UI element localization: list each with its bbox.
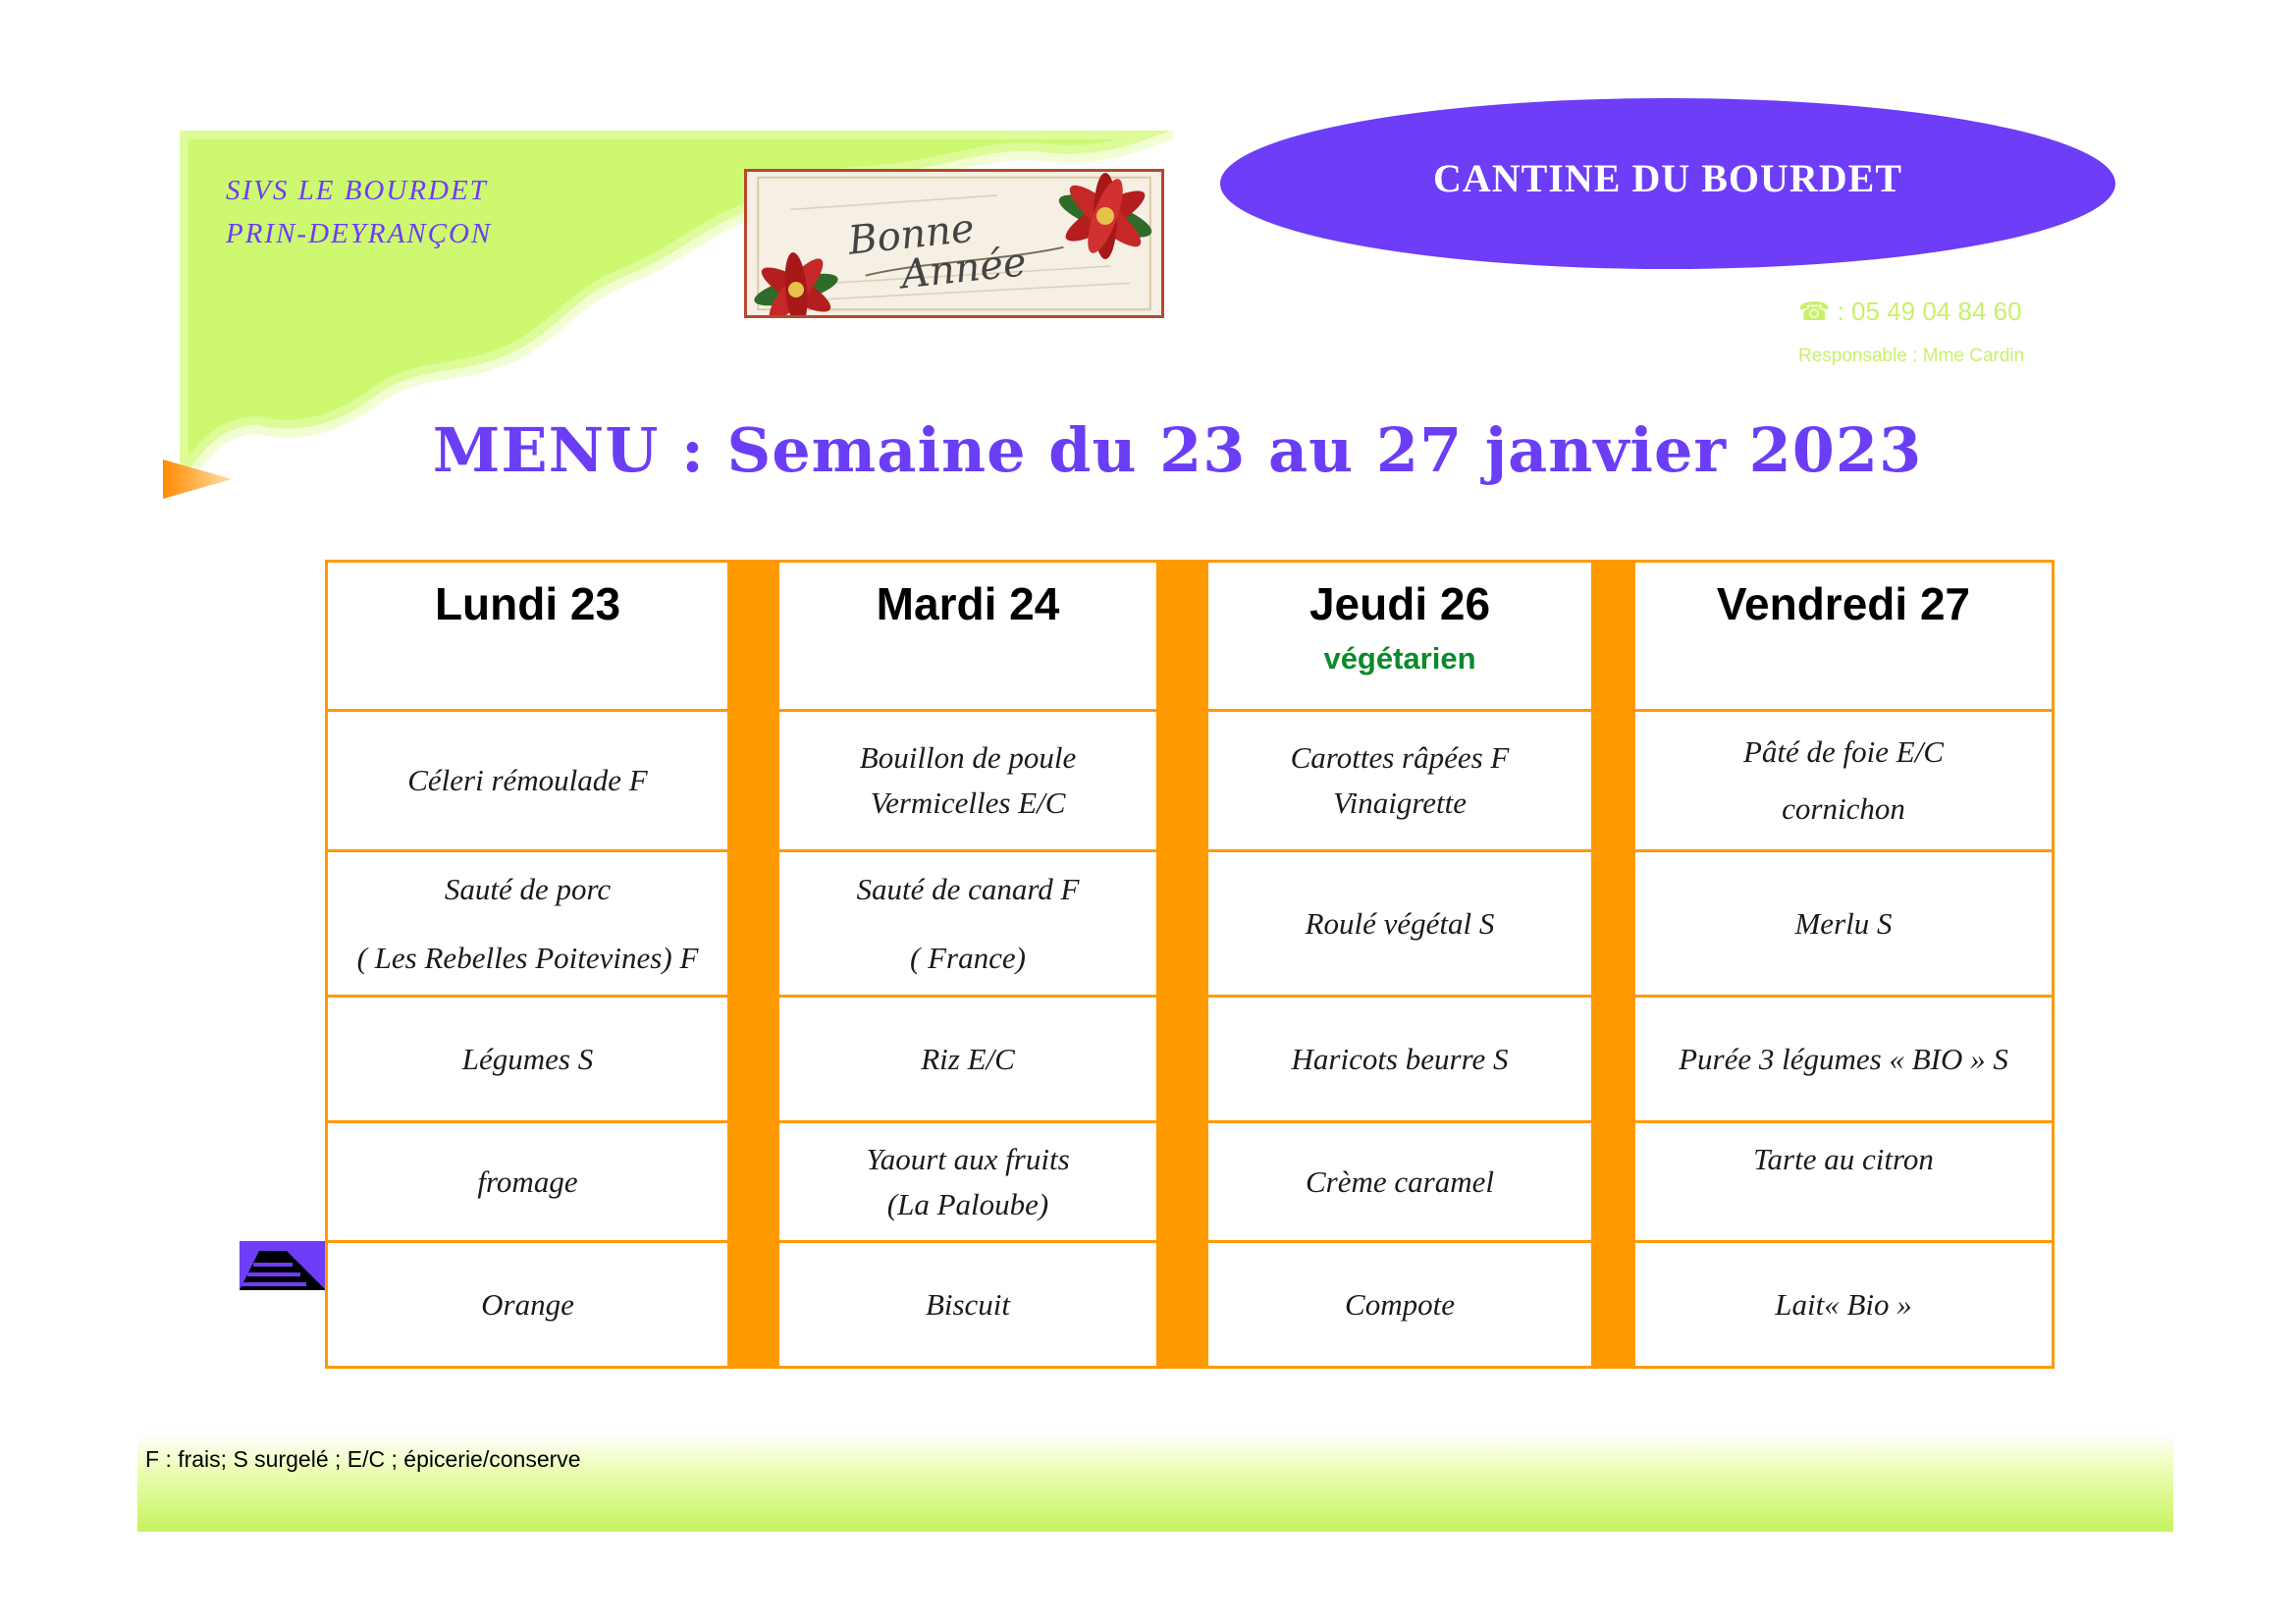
menu-cell xyxy=(327,851,729,997)
legend-text: F : frais; S surgelé ; E/C ; épicerie/conserve xyxy=(145,1446,581,1472)
organization-name xyxy=(226,169,492,255)
card-greeting-text xyxy=(836,203,1028,300)
menu-item-line: Carottes râpées F xyxy=(1290,740,1510,775)
menu-cell xyxy=(327,711,729,851)
menu-item-line: Yaourt aux fruits xyxy=(866,1141,1070,1176)
purple-stairs-icon xyxy=(240,1241,326,1290)
menu-cell xyxy=(1207,1122,1593,1242)
menu-item-line: Riz E/C xyxy=(921,1041,1015,1076)
card-greeting-line-1: Bonne xyxy=(845,205,977,264)
menu-item-line: ( France) xyxy=(910,940,1026,975)
column-separator xyxy=(1593,562,1634,1368)
menu-item-line: Vinaigrette xyxy=(1332,785,1468,820)
menu-cell xyxy=(1634,1122,2054,1242)
canteen-name: CANTINE DU BOURDET xyxy=(1432,156,1903,200)
day-name: Jeudi 26 xyxy=(1308,578,1491,629)
column-separator xyxy=(729,562,778,1368)
menu-cell xyxy=(1634,851,2054,997)
menu-cell xyxy=(778,1242,1158,1368)
menu-cell xyxy=(778,711,1158,851)
menu-cell xyxy=(1207,711,1593,851)
menu-item-line: fromage xyxy=(477,1164,578,1199)
menu-item-line: Lait« Bio » xyxy=(1775,1286,1912,1322)
menu-item-line: cornichon xyxy=(1782,791,1905,826)
menu-item-line: Légumes S xyxy=(461,1041,594,1076)
org-line-1: SIVS LE BOURDET xyxy=(226,175,488,206)
menu-item-line: Crème caramel xyxy=(1306,1164,1494,1199)
new-year-card-image xyxy=(744,169,1164,318)
phone-number: ☎ : 05 49 04 84 60 xyxy=(1798,297,2022,326)
menu-item-line: Bouillon de poule xyxy=(859,740,1077,775)
menu-item-line: Vermicelles E/C xyxy=(870,785,1066,820)
column-separator xyxy=(1158,562,1207,1368)
menu-cell xyxy=(1207,997,1593,1122)
poinsettia-flower-top-icon xyxy=(1032,169,1164,270)
day-name: Lundi 23 xyxy=(434,578,621,629)
menu-item-line: Sauté de porc xyxy=(444,871,612,906)
menu-cell xyxy=(778,997,1158,1122)
poinsettia-flower-bottom-icon xyxy=(744,241,865,318)
day-header-monday xyxy=(327,562,729,711)
day-name: Vendredi 27 xyxy=(1716,578,1971,629)
menu-cell xyxy=(327,1122,729,1242)
menu-item-line: Orange xyxy=(481,1286,574,1322)
card-greeting-line-2: Année xyxy=(898,240,1029,298)
menu-item-line: ( Les Rebelles Poitevines) F xyxy=(356,940,699,975)
menu-item-line: Compote xyxy=(1345,1286,1455,1322)
table-row-header xyxy=(327,562,2054,711)
menu-cell xyxy=(1634,711,2054,851)
menu-item-line: Purée 3 légumes « BIO » S xyxy=(1679,1041,2008,1076)
menu-item-line: (La Paloube) xyxy=(886,1186,1049,1221)
menu-item-line: Sauté de canard F xyxy=(856,871,1080,906)
day-header-tuesday xyxy=(778,562,1158,711)
menu-item-line: Haricots beurre S xyxy=(1291,1041,1509,1076)
menu-cell xyxy=(1634,1242,2054,1368)
menu-item-line: Biscuit xyxy=(925,1286,1011,1322)
responsible-person: Responsable : Mme Cardin xyxy=(1798,346,2025,366)
day-header-thursday xyxy=(1207,562,1593,711)
day-name: Mardi 24 xyxy=(876,578,1060,629)
menu-item-line: Roulé végétal S xyxy=(1305,905,1495,941)
menu-cell xyxy=(1634,997,2054,1122)
page-title: MENU : Semaine du 23 au 27 janvier 2023 xyxy=(432,414,1923,486)
day-header-friday xyxy=(1634,562,2054,711)
menu-item-line: Pâté de foie E/C xyxy=(1742,734,1945,769)
menu-cell xyxy=(1207,1242,1593,1368)
weekly-menu-table xyxy=(325,560,2055,1369)
menu-cell xyxy=(327,1242,729,1368)
menu-item-line: Céleri rémoulade F xyxy=(407,763,648,797)
menu-cell xyxy=(1207,851,1593,997)
menu-cell xyxy=(778,851,1158,997)
menu-item-line: Merlu S xyxy=(1794,905,1893,941)
menu-cell xyxy=(778,1122,1158,1242)
vegetarian-label: végétarien xyxy=(1323,641,1476,676)
menu-cell xyxy=(327,997,729,1122)
menu-item-line: Tarte au citron xyxy=(1753,1142,1934,1176)
org-line-2: PRIN-DEYRANÇON xyxy=(226,218,493,249)
